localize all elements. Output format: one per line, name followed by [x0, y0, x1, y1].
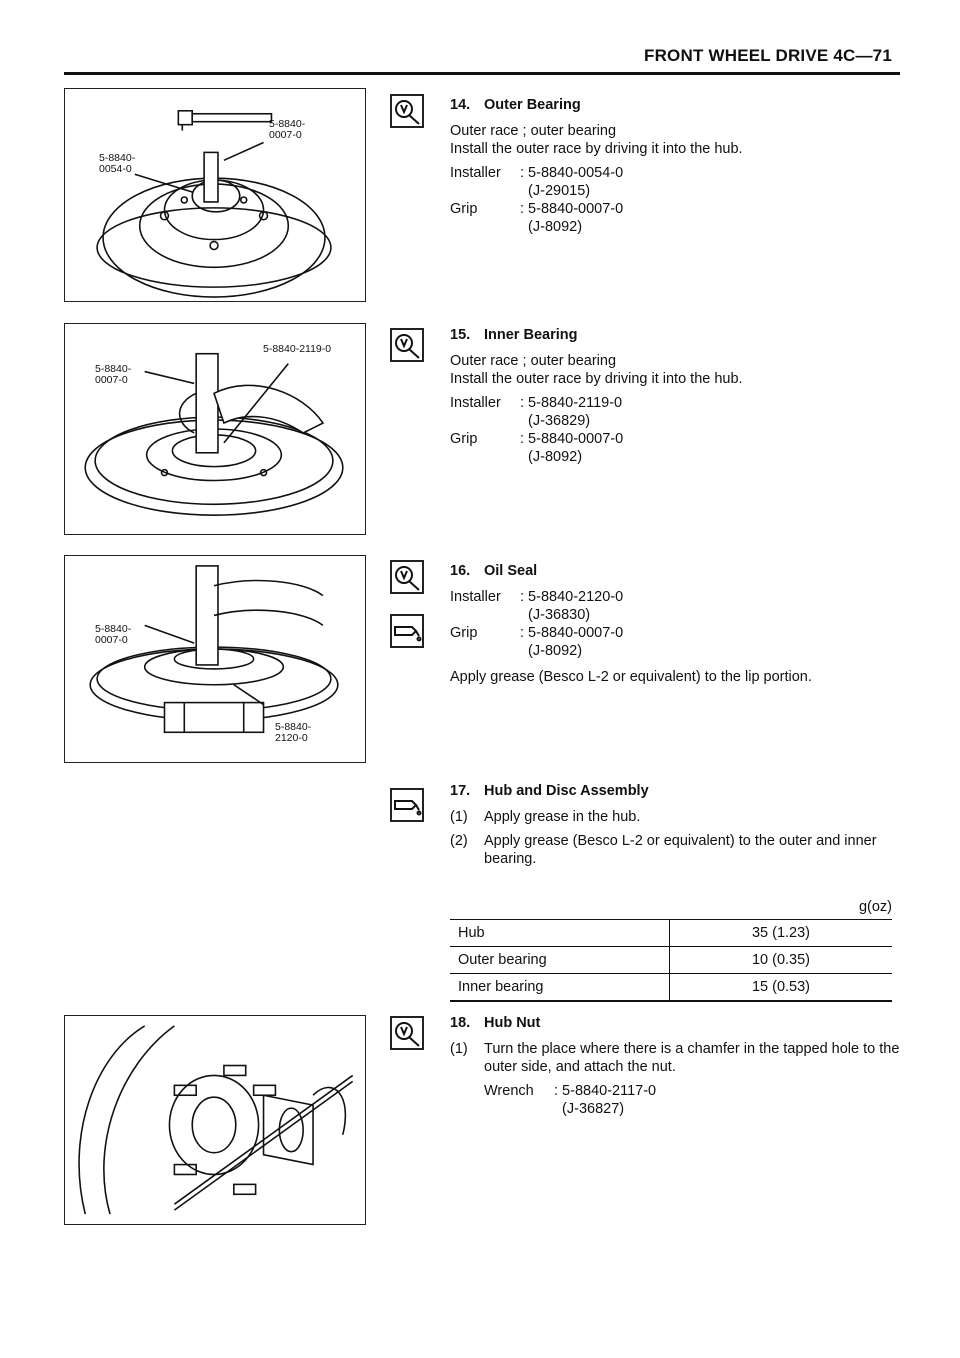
install-tool-icon: [390, 1016, 424, 1050]
item-text: Apply grease in the hub.: [484, 809, 641, 825]
grease-amount-table: [450, 899, 892, 1002]
spec-label: Grip: [450, 431, 478, 447]
spec-row: [484, 1100, 910, 1118]
figure-2-label-left: 5-8840- 0007-0: [95, 363, 132, 386]
table-cell-part: Hub: [450, 920, 670, 946]
instruction-line: Outer race ; outer bearing: [450, 353, 617, 369]
section-title: Oil Seal: [484, 563, 538, 579]
table-unit: g(oz): [858, 899, 892, 915]
list-item: [450, 1040, 910, 1076]
section-number: 14.: [450, 97, 471, 113]
spec-label: Installer: [450, 395, 501, 411]
section-outer-bearing: [450, 96, 910, 236]
spec-row: [450, 624, 910, 642]
instruction-line: Install the outer race by driving it into the hub.: [450, 141, 743, 157]
spec-row: [484, 1082, 910, 1100]
spec-value: (J-36827): [554, 1101, 625, 1117]
instruction-line: Install the outer race by driving it into the hub.: [450, 371, 743, 387]
figure-2-label-right: 5-8840-2119-0: [263, 343, 332, 355]
section-heading: [450, 782, 910, 800]
grease-icon: [390, 614, 424, 648]
spec-row: [450, 430, 910, 448]
table-cell-amount: 10 (0.35): [751, 952, 811, 968]
spec-row: [450, 448, 910, 466]
oil-seal-illustration: [65, 556, 365, 762]
figure-3-label-left: 5-8840- 0007-0: [95, 623, 132, 646]
section-heading: [450, 326, 910, 344]
spec-label: [450, 606, 520, 624]
hub-nut-illustration: [65, 1016, 365, 1224]
spec-row: [450, 394, 910, 412]
table-cell-part: Inner bearing: [450, 974, 670, 1000]
section-title: Hub Nut: [484, 1015, 541, 1031]
section-number: 15.: [450, 327, 471, 343]
figure-inner-bearing: [64, 323, 366, 535]
table-cell-part: Outer bearing: [450, 947, 670, 973]
section-title: Hub and Disc Assembly: [484, 783, 649, 799]
spec-value: (J-8092): [520, 449, 583, 465]
figure-1-label-right: 5-8840- 0007-0: [269, 118, 306, 141]
spec-row: [450, 182, 910, 200]
grease-icon: [390, 788, 424, 822]
figure-1-label-left: 5-8840- 0054-0: [99, 152, 136, 175]
spec-value: : 5-8840-2117-0: [554, 1083, 657, 1099]
section-inner-bearing: [450, 326, 910, 466]
page-header-title: FRONT WHEEL DRIVE 4C—71: [644, 46, 892, 65]
spec-group: [484, 1082, 910, 1118]
table-cell-amount: 15 (0.53): [751, 979, 811, 995]
spec-row: [450, 200, 910, 218]
spec-value: (J-36829): [520, 413, 591, 429]
table-cell-amount: 35 (1.23): [751, 925, 811, 941]
instruction-line: Outer race ; outer bearing: [450, 123, 617, 139]
header-rule: [64, 72, 900, 75]
item-text: Turn the place where there is a chamfer in the tapped hole to the outer side, and attach the nut.: [484, 1041, 900, 1075]
section-title: Outer Bearing: [484, 97, 581, 113]
spec-label: [450, 448, 520, 466]
list-item: [450, 808, 910, 826]
list-item: [450, 832, 910, 868]
spec-value: : 5-8840-0054-0: [520, 165, 624, 181]
section-heading: [450, 1014, 910, 1032]
spec-label: Grip: [450, 201, 478, 217]
spec-label: [484, 1100, 554, 1118]
section-heading: [450, 562, 910, 580]
item-number: (1): [450, 809, 468, 825]
figure-hub-nut: [64, 1015, 366, 1225]
spec-label: Grip: [450, 625, 478, 641]
spec-value: : 5-8840-2120-0: [520, 589, 624, 605]
spec-value: : 5-8840-0007-0: [520, 201, 624, 217]
install-tool-icon: [390, 560, 424, 594]
spec-row: [450, 588, 910, 606]
instruction-text: [450, 352, 910, 388]
install-tool-icon: [390, 328, 424, 362]
figure-outer-bearing: [64, 88, 366, 302]
item-number: (1): [450, 1041, 468, 1057]
table-row: [450, 946, 892, 973]
outer-bearing-illustration: [65, 89, 365, 301]
item-text: Apply grease (Besco L-2 or equivalent) to the outer and inner bearing.: [484, 833, 877, 867]
spec-row: [450, 218, 910, 236]
spec-value: (J-8092): [520, 219, 583, 235]
spec-value: (J-36830): [520, 607, 591, 623]
spec-label: Wrench: [484, 1083, 534, 1099]
spec-label: Installer: [450, 589, 501, 605]
instruction-text: [450, 122, 910, 158]
spec-row: [450, 164, 910, 182]
spec-row: [450, 642, 910, 660]
section-number: 16.: [450, 563, 471, 579]
spec-value: : 5-8840-0007-0: [520, 431, 624, 447]
figure-3-label-right: 5-8840- 2120-0: [275, 721, 312, 744]
spec-value: : 5-8840-0007-0: [520, 625, 624, 641]
section-oil-seal: [450, 562, 910, 692]
spec-value: : 5-8840-2119-0: [520, 395, 623, 411]
inner-bearing-illustration: [65, 324, 365, 534]
spec-row: [450, 606, 910, 624]
spec-label: [450, 412, 520, 430]
section-hub-disc-assembly: [450, 782, 910, 874]
section-heading: [450, 96, 910, 114]
spec-row: [450, 412, 910, 430]
table-row: [450, 919, 892, 946]
spec-value: (J-29015): [520, 183, 591, 199]
spec-label: [450, 642, 520, 660]
section-number: 18.: [450, 1015, 471, 1031]
figure-oil-seal: [64, 555, 366, 763]
install-tool-icon: [390, 94, 424, 128]
section-number: 17.: [450, 783, 471, 799]
section-title: Inner Bearing: [484, 327, 578, 343]
item-number: (2): [450, 833, 468, 849]
spec-label: Installer: [450, 165, 501, 181]
spec-label: [450, 182, 520, 200]
grease-note: Apply grease (Besco L-2 or equivalent) to the lip portion.: [450, 669, 812, 685]
spec-label: [450, 218, 520, 236]
table-row: [450, 973, 892, 1002]
spec-value: (J-8092): [520, 643, 583, 659]
section-hub-nut: [450, 1014, 910, 1118]
